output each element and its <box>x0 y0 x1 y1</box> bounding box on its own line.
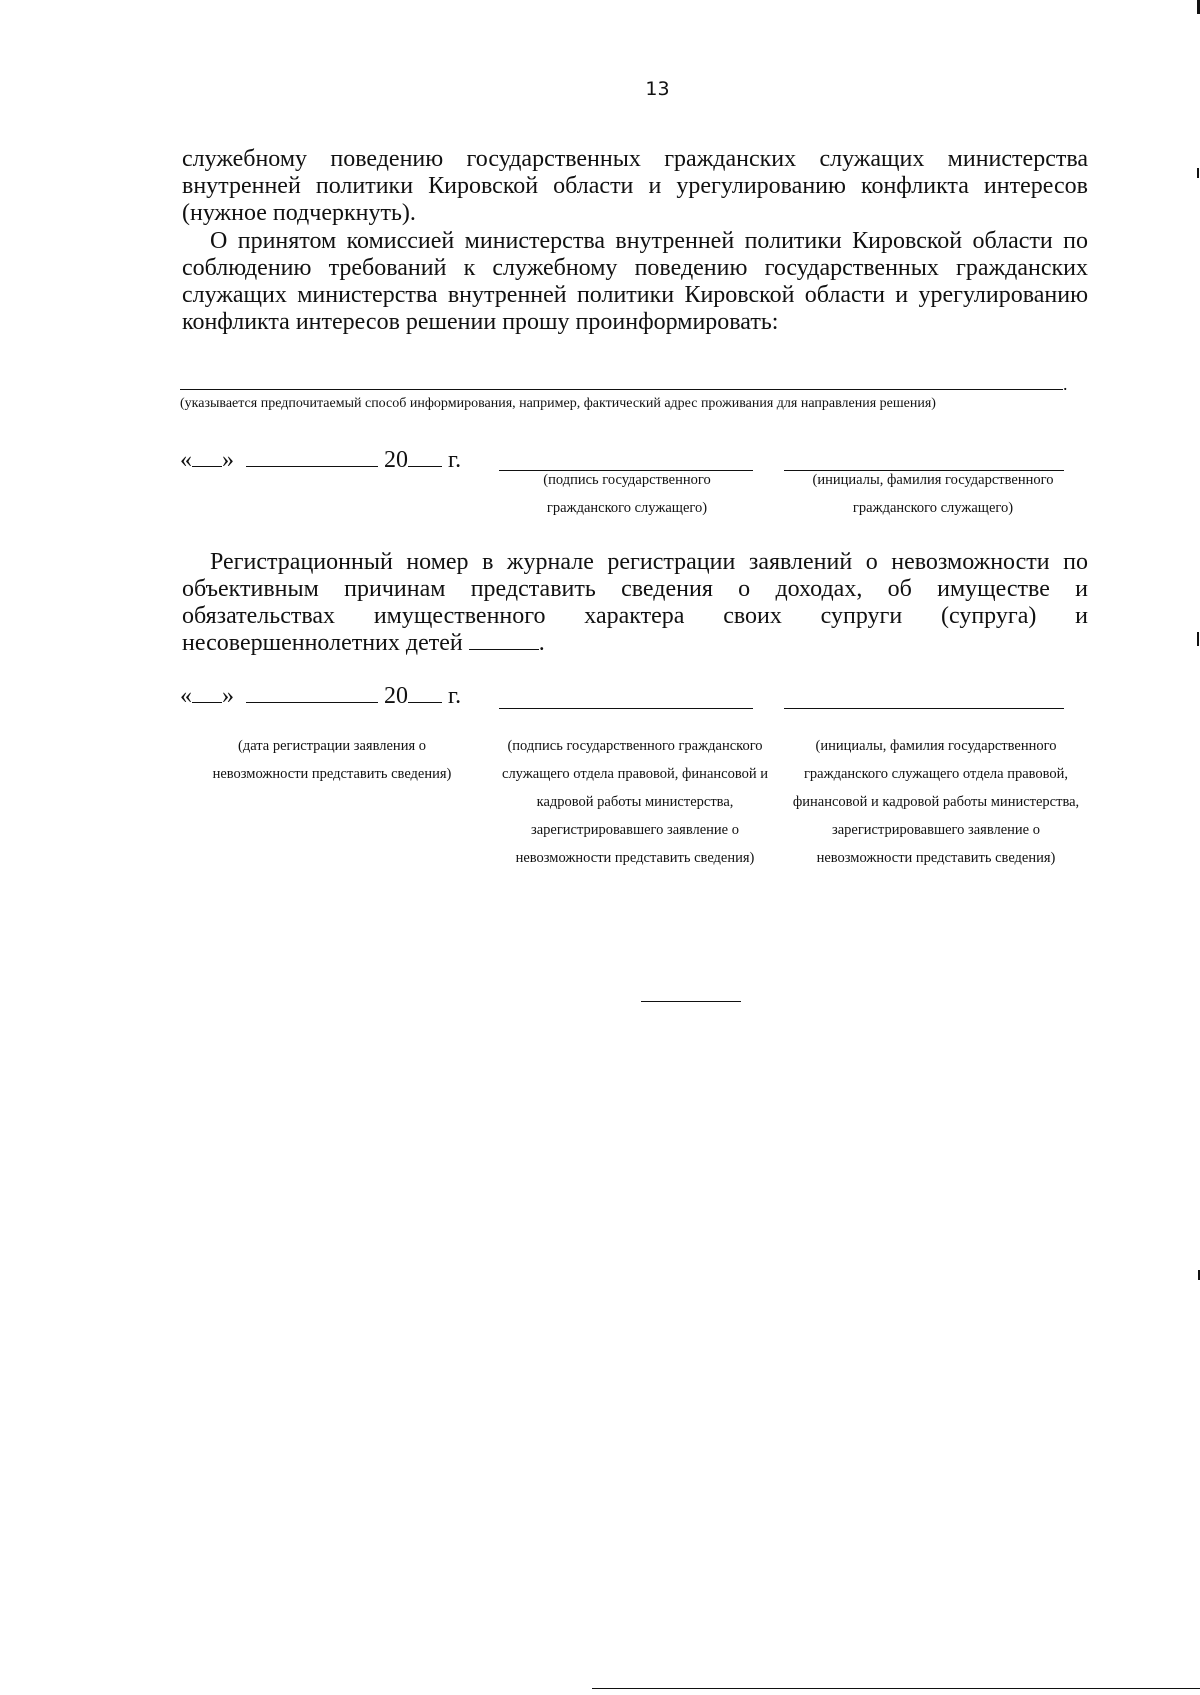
paragraph-continuation: служебному поведению государственных гражданских служащих министерства внутренней политики Кировской области и урегулированию конфликта интересов (нужное подчеркнуть). <box>182 146 1088 226</box>
page-number: 13 <box>645 78 670 100</box>
date-row-1 <box>180 446 461 474</box>
scan-edge-mark <box>1197 168 1199 178</box>
date-caption-2: (дата регистрации заявления о невозможности представить сведения) <box>212 738 452 782</box>
year-prefix: 20 <box>384 447 408 473</box>
info-line-period: . <box>1063 374 1068 394</box>
date-row-2 <box>180 682 461 710</box>
year-prefix-2: 20 <box>384 683 408 709</box>
year-suffix: г. <box>448 447 462 473</box>
signature-line-2 <box>499 708 753 709</box>
scan-bottom-edge <box>592 1688 1200 1689</box>
closing-separator <box>641 1001 741 1002</box>
name-line-2 <box>784 708 1064 709</box>
scan-edge-mark <box>1197 632 1199 646</box>
date-open-quote-2: « <box>180 683 192 709</box>
year-suffix-2: г. <box>448 683 462 709</box>
signature-caption-1: (подпись государственного гражданского служащего) <box>543 472 711 516</box>
name-caption-1: (инициалы, фамилия государственного гражданского служащего) <box>812 472 1054 516</box>
paragraph-registration-number: Регистрационный номер в журнале регистрации заявлений о невозможности по объективным причинам представить сведения о доходах, об имуществе и обязательствах имущественного характера своих супруги (супруга) и несовершеннолетних детей . <box>182 549 1088 656</box>
signature-caption-2: (подпись государственного гражданского служащего отдела правовой, финансовой и кадровой работы министерства, зарегистрировавшего заявление о невозможности представить сведения) <box>502 738 768 866</box>
paragraph-inform-request: О принятом комиссией министерства внутренней политики Кировской области по соблюдению требований к служебному поведению государственных гражданских служащих министерства внутренней политики Кировской области и урегулированию конфликта интересов решении прошу проинформировать: <box>182 228 1088 335</box>
date-close-quote-2: » <box>222 683 234 709</box>
name-caption-2: (инициалы, фамилия государственного гражданского служащего отдела правовой, финансовой и кадровой работы министерства, зарегистрировавшего заявление о невозможности представить сведения) <box>792 738 1080 866</box>
registration-number-blank <box>469 631 539 650</box>
info-fill-line <box>180 389 1063 390</box>
date-close-quote: » <box>222 447 234 473</box>
info-caption: (указывается предпочитаемый способ информирования, например, фактический адрес проживания для направления решения) <box>180 396 936 411</box>
date-open-quote: « <box>180 447 192 473</box>
